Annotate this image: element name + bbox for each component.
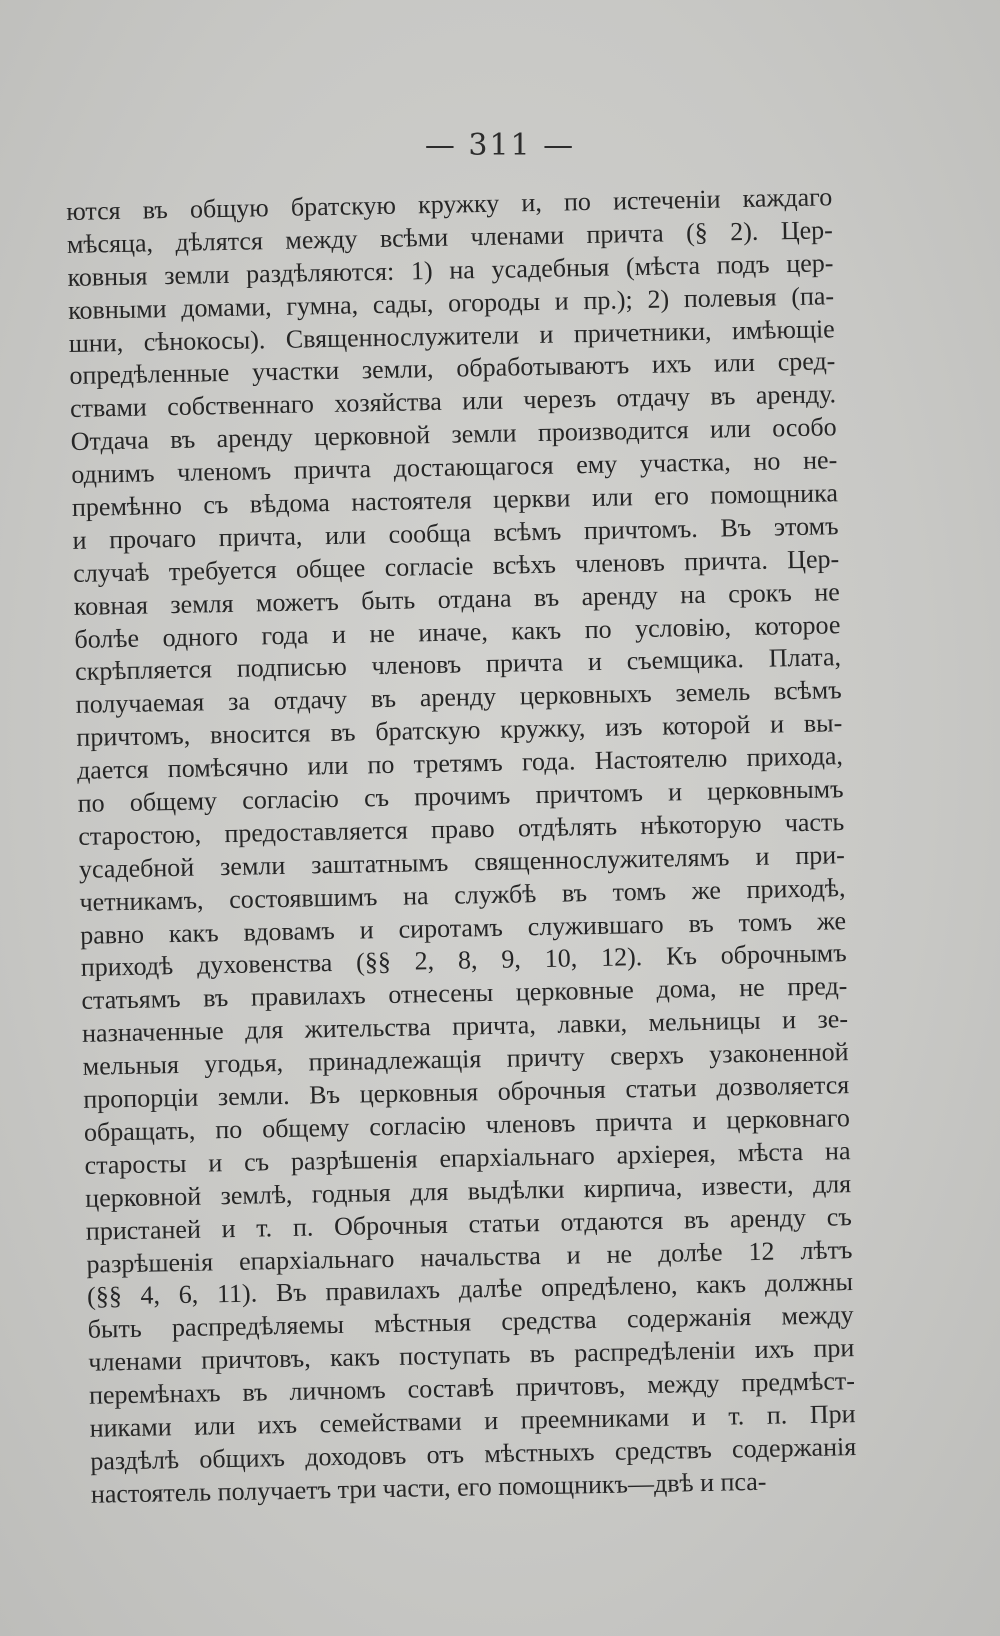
text-line: разрѣшенія епархіальнаго начальства и не долѣе 12 лѣтъ: [86, 1234, 853, 1279]
page-number: — 311 —: [424, 128, 576, 163]
text-line: приходѣ духовенства (§§ 2, 8, 9, 10, 12). Къ оброчнымъ: [80, 938, 847, 983]
text-line: обращать, по общему согласію членовъ причта и церковнаго: [83, 1103, 851, 1147]
text-line: назначенные для жительства причта, лавки, мельницы и зе-: [81, 1004, 849, 1049]
text-line: быть распредѣляемы мѣстныя средства содержанія между: [87, 1300, 854, 1345]
text-line: скрѣпляется подписью членовъ причта и съемщика. Плата,: [74, 642, 842, 687]
text-line: шни, сѣнокосы). Священнослужители и причетники, имѣющіе: [68, 313, 835, 358]
text-line: настоятель получаетъ три части, его помощникъ—двѣ и пса-: [90, 1466, 767, 1509]
text-line: старостою, предоставляется право отдѣлять нѣкоторую часть: [78, 807, 845, 851]
text-line: усадебной земли заштатнымъ священнослужителямъ и при-: [78, 839, 846, 884]
text-line: премѣнно съ вѣдома настоятеля церкви или его помощника: [71, 478, 839, 522]
text-line: пристаней и т. п. Оброчныя статьи отдаются въ аренду съ: [85, 1201, 853, 1246]
text-line: ковными домами, гумна, сады, огороды и пр.); 2) полевыя (па-: [67, 280, 835, 325]
text-line: дается помѣсячно или по третямъ года. Настоятелю прихода,: [76, 741, 844, 786]
text-line: Отдача въ аренду церковной земли производится или особо: [70, 412, 837, 457]
text-line: перемѣнахъ въ личномъ составѣ причтовъ, между предмѣст-: [88, 1366, 856, 1410]
text-line: никами или ихъ семействами и преемниками и т. п. При: [89, 1399, 856, 1443]
text-line: равно какъ вдовамъ и сиротамъ служившаго въ томъ же: [79, 905, 847, 950]
text-line: болѣе одного года и не иначе, какъ по условію, которое: [74, 609, 841, 654]
body-text: [66, 181, 857, 1511]
text-line: старосты и съ разрѣшенія епархіальнаго архіерея, мѣста на: [84, 1135, 851, 1180]
text-line: (§§ 4, 6, 11). Въ правилахъ далѣе опредѣлено, какъ должны: [86, 1267, 854, 1312]
text-line: мѣсяца, дѣлятся между всѣми членами причта (§ 2). Цер-: [66, 215, 834, 259]
text-line: ковная земля можетъ быть отдана въ аренду на срокъ не: [73, 576, 841, 621]
text-line: опредѣленные участки земли, обработываютъ ихъ или сред-: [69, 346, 836, 391]
text-line: по общему согласію съ прочимъ причтомъ и церковнымъ: [77, 774, 844, 818]
text-line: членами причтовъ, какъ поступать въ распредѣленіи ихъ при: [88, 1333, 855, 1377]
text-line: ются въ общую братскую кружку и, по истеченіи каждаго: [66, 182, 833, 226]
text-line: пропорціи земли. Въ церковныя оброчныя статьи дозволяется: [83, 1070, 850, 1114]
text-line: получаемая за отдачу въ аренду церковныхъ земель всѣмъ: [75, 675, 842, 720]
text-line: статьямъ въ правилахъ отнесены церковные дома, не пред-: [81, 971, 848, 1016]
text-line: однимъ членомъ причта достающагося ему участка, но не-: [71, 445, 838, 490]
text-line: ствами собственнаго хозяйства или черезъ отдачу въ аренду.: [69, 379, 837, 424]
text-line: четникамъ, состоявшимъ на службѣ въ томъ же приходѣ,: [79, 872, 846, 917]
text-line: церковной землѣ, годныя для выдѣлки кирпича, извести, для: [84, 1168, 852, 1213]
text-line: ковныя земли раздѣляются: 1) на усадебныя (мѣста подъ цер-: [67, 248, 834, 292]
text-line: и прочаго причта, или сообща всѣмъ причтомъ. Въ этомъ: [72, 511, 839, 555]
text-line: раздѣлѣ общихъ доходовъ отъ мѣстныхъ средствъ содержанія: [90, 1431, 857, 1476]
text-line: причтомъ, вносится въ братскую кружку, изъ которой и вы-: [76, 708, 843, 753]
text-line: случаѣ требуется общее согласіе всѣхъ членовъ причта. Цер-: [72, 544, 840, 588]
text-line: мельныя угодья, принадлежащія причту сверхъ узаконенной: [82, 1037, 849, 1081]
